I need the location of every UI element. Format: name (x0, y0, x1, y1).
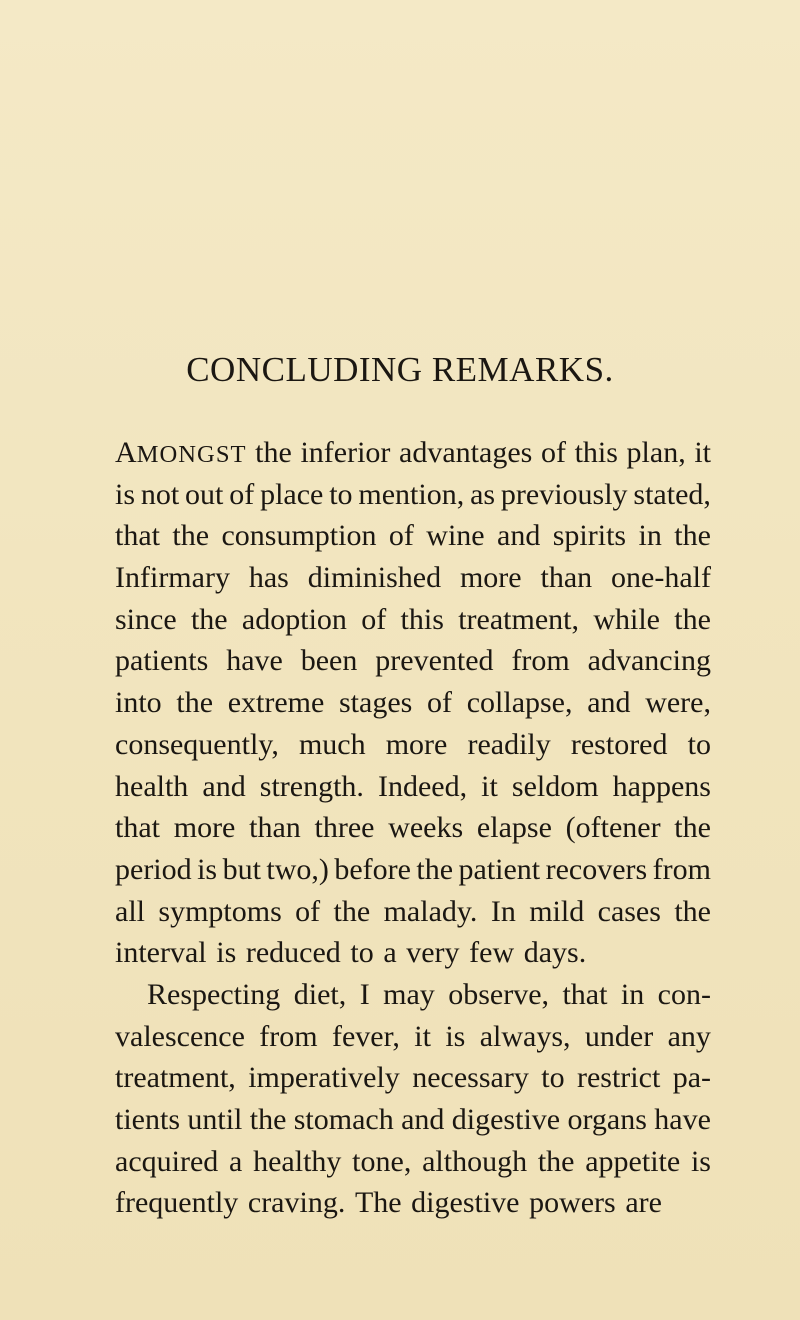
word: weeks (388, 811, 464, 845)
word: strength. (259, 769, 364, 803)
word: that (115, 519, 160, 553)
word: and (202, 769, 246, 803)
word: previously (500, 477, 628, 511)
word: elapse (476, 811, 552, 845)
word: has (248, 561, 289, 595)
word: one-half (611, 561, 711, 595)
word: but (222, 852, 261, 886)
word: until (187, 1103, 243, 1136)
word: stated, (633, 477, 711, 511)
word: diet, (293, 977, 347, 1011)
word: is (445, 1019, 466, 1053)
word: the (333, 894, 371, 928)
word: craving. (247, 1186, 346, 1220)
word: the (176, 686, 214, 720)
word: it (481, 769, 498, 803)
text-line (115, 557, 711, 599)
word: days. (523, 936, 587, 970)
word: into (115, 686, 162, 720)
word: frequently (115, 1186, 239, 1220)
word: to (329, 477, 353, 511)
word: recovers (545, 852, 648, 886)
text-line (115, 1099, 711, 1141)
word: tients (115, 1103, 180, 1136)
word: patient (458, 852, 541, 886)
word: con- (657, 977, 711, 1011)
text-line (115, 1141, 711, 1183)
word: to (350, 936, 374, 970)
word: not (140, 477, 180, 511)
word: much (298, 727, 366, 761)
word: interval (115, 936, 207, 970)
word: although (422, 1144, 528, 1178)
word: The (354, 1186, 402, 1220)
word: were, (645, 686, 711, 720)
word: have (654, 1103, 711, 1136)
text-line (115, 640, 711, 682)
word: from (259, 1019, 318, 1053)
word: seldom (511, 769, 599, 803)
word: of (388, 519, 414, 553)
word: reduced (245, 936, 341, 970)
paragraph (115, 974, 711, 1224)
word: prevented (375, 644, 494, 678)
text-line (115, 849, 711, 891)
paragraph (115, 432, 711, 974)
word: the (172, 519, 210, 553)
word: it (694, 436, 711, 469)
word: the (255, 436, 292, 469)
word: plan, (626, 436, 686, 469)
word: stomach (293, 1103, 394, 1136)
word: it (414, 1019, 431, 1053)
text-line (115, 891, 711, 933)
word: fever, (331, 1019, 400, 1053)
word: organs (567, 1103, 647, 1136)
word: and (401, 1103, 445, 1136)
word: in (638, 519, 662, 553)
word: advancing (587, 644, 711, 678)
text-line (115, 599, 711, 641)
word: imperatively (248, 1061, 400, 1095)
word: few (469, 936, 515, 970)
word: restrict (576, 1061, 661, 1095)
word: as (470, 477, 496, 511)
word: the (674, 519, 711, 553)
word: spirits (552, 519, 627, 553)
word: any (667, 1019, 711, 1053)
word: adoption (241, 602, 347, 636)
word: all (115, 894, 145, 928)
word: to (541, 1061, 565, 1095)
text-line (115, 515, 711, 557)
text-line (115, 766, 711, 808)
word: that (115, 811, 160, 845)
word: is (216, 936, 237, 970)
word: inferior (300, 436, 391, 469)
word: happens (612, 769, 711, 803)
word: are (625, 1186, 662, 1220)
word: period (115, 852, 192, 886)
word: while (593, 602, 660, 636)
word: I (359, 977, 370, 1011)
word: of (540, 436, 566, 469)
word: observe, (448, 977, 550, 1011)
word: extreme (227, 686, 325, 720)
word: than (540, 561, 593, 595)
word: diminished (307, 561, 442, 595)
word: this (400, 602, 444, 636)
word: from (652, 852, 711, 886)
word: the (190, 602, 228, 636)
word: wine (426, 519, 485, 553)
word: Infirmary (115, 561, 230, 595)
word: restored (570, 727, 668, 761)
word: pa- (672, 1061, 711, 1095)
word: of (295, 894, 321, 928)
text-line (115, 807, 711, 849)
word: mention, (358, 477, 465, 511)
text-line (115, 682, 711, 724)
text-line (115, 1182, 711, 1224)
word: treatment, (458, 602, 579, 636)
word: Indeed, (377, 769, 468, 803)
word: digestive (411, 1186, 520, 1220)
word: than (249, 811, 301, 845)
word: the (416, 852, 454, 886)
word: from (511, 644, 570, 678)
word: malady. (383, 894, 478, 928)
word: and (587, 686, 631, 720)
text-line (115, 432, 711, 474)
word: have (226, 644, 283, 678)
word: more (173, 811, 236, 845)
word: valescence (115, 1019, 245, 1053)
word: place (260, 477, 324, 511)
word: is (690, 1144, 711, 1178)
text-line (115, 1057, 711, 1099)
word: to (687, 727, 711, 761)
word: of (427, 686, 453, 720)
word: two,) (266, 852, 329, 886)
word: patients (115, 644, 209, 678)
word: mild (529, 894, 585, 928)
word: appetite (585, 1144, 681, 1178)
word: the (674, 602, 711, 636)
word: treatment, (115, 1061, 236, 1095)
word: cases (597, 894, 661, 928)
word: AMONGST (115, 436, 247, 469)
word: in (620, 977, 645, 1011)
word: In (490, 894, 516, 928)
word: is (197, 852, 218, 886)
word: consumption (221, 519, 377, 553)
text-line (115, 974, 711, 1016)
word: more (385, 727, 448, 761)
word: three (314, 811, 375, 845)
word: of (229, 477, 255, 511)
word: a (229, 1144, 243, 1178)
word: collapse, (466, 686, 573, 720)
word: that (562, 977, 608, 1011)
word: may (383, 977, 435, 1011)
word: before (334, 852, 411, 886)
word: under (584, 1019, 654, 1053)
word: a (383, 936, 397, 970)
text-line (115, 724, 711, 766)
word: this (574, 436, 618, 469)
word: necessary (412, 1061, 529, 1095)
word: Respecting (147, 977, 281, 1011)
word: the (674, 894, 711, 928)
text-line (115, 474, 711, 516)
word: the (674, 811, 711, 845)
word: health (115, 769, 189, 803)
text-line (115, 1016, 711, 1058)
word: consequently, (115, 727, 279, 761)
word: acquired (115, 1144, 219, 1178)
word: more (459, 561, 522, 595)
word: the (249, 1103, 287, 1136)
body-text (115, 432, 711, 1224)
word: very (406, 936, 460, 970)
word: been (300, 644, 358, 678)
word: always, (479, 1019, 571, 1053)
word: out (185, 477, 224, 511)
word: and (497, 519, 541, 553)
word: since (115, 602, 177, 636)
text-line (115, 932, 711, 974)
word: advantages (399, 436, 533, 469)
word: of (361, 602, 387, 636)
word: digestive (451, 1103, 561, 1136)
word: powers (529, 1186, 616, 1220)
word: stages (339, 686, 413, 720)
word: the (537, 1144, 575, 1178)
word: (oftener (565, 811, 661, 845)
word: readily (467, 727, 551, 761)
chapter-heading: CONCLUDING REMARKS. (186, 350, 614, 389)
word: symptoms (158, 894, 282, 928)
word: is (115, 477, 136, 511)
word: healthy (253, 1144, 342, 1178)
word: tone, (352, 1144, 412, 1178)
